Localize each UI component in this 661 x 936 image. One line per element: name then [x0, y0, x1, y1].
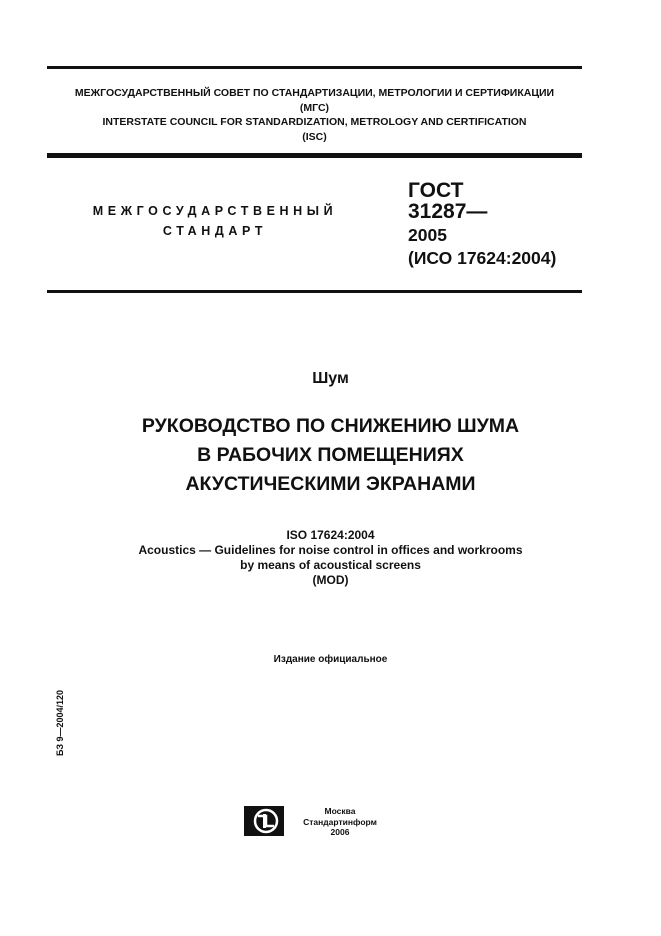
side-code-text: БЗ 9—2004/120: [55, 689, 65, 756]
iso-mod: (MOD): [312, 573, 349, 587]
standard-type: [70, 201, 360, 241]
document-title: [0, 412, 661, 499]
iso-number: ISO 17624:2004: [286, 528, 375, 542]
edition-label: Издание официальное: [273, 654, 388, 665]
publisher-logo: [244, 806, 284, 836]
council-abbr-en: (ISC): [302, 130, 327, 143]
publisher-year: 2006: [330, 827, 350, 837]
top-rule: [47, 66, 582, 69]
publisher-info: [290, 806, 390, 838]
council-header: [47, 86, 582, 144]
side-code: [55, 676, 69, 756]
publisher-logo-icon: [244, 806, 284, 836]
iso-title-line2: by means of acoustical screens: [240, 558, 421, 572]
standard-type-line1: МЕЖГОСУДАРСТВЕННЫЙ: [92, 204, 338, 218]
publisher-name: Стандартинформ: [303, 816, 377, 827]
iso-block: [0, 528, 661, 588]
council-name-ru: МЕЖГОСУДАРСТВЕННЫЙ СОВЕТ ПО СТАНДАРТИЗАЦИИ, МЕТРОЛОГИИ И СЕРТИФИКАЦИИ: [74, 87, 555, 99]
title-line3: АКУСТИЧЕСКИМИ ЭКРАНАМИ: [185, 473, 476, 495]
gost-number: 31287—: [408, 200, 488, 223]
iso-title-line1: Acoustics — Guidelines for noise control in offices and workrooms: [138, 543, 523, 557]
topic-title: Шум: [312, 370, 349, 387]
council-name-en: INTERSTATE COUNCIL FOR STANDARDIZATION, METROLOGY AND CERTIFICATION: [102, 116, 527, 128]
gost-year: 2005: [408, 225, 447, 245]
gost-prefix: ГОСТ: [408, 179, 464, 202]
designation-rule: [47, 290, 582, 293]
designation-block: [408, 180, 556, 269]
iso-reference: (ИСО 17624:2004): [408, 248, 557, 268]
publisher-city: Москва: [324, 806, 356, 816]
council-abbr-ru: (МГС): [299, 101, 330, 114]
header-rule: [47, 153, 582, 158]
standard-type-line2: СТАНДАРТ: [162, 224, 268, 238]
title-line1: РУКОВОДСТВО ПО СНИЖЕНИЮ ШУМА: [141, 415, 520, 437]
title-line2: В РАБОЧИХ ПОМЕЩЕНИЯХ: [197, 444, 464, 466]
